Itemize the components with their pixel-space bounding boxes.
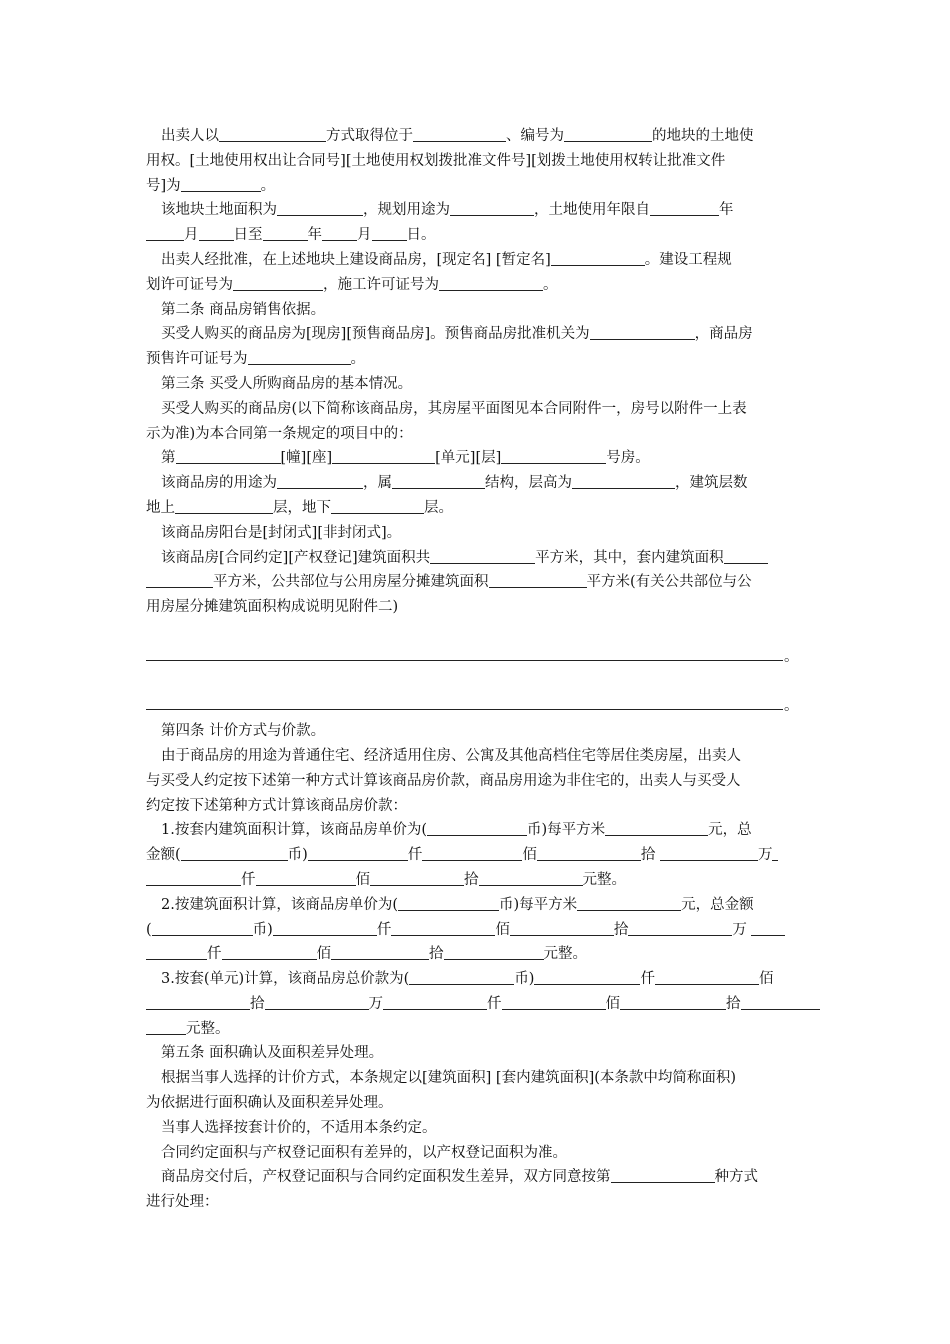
text-run: ，商品房 [694,326,753,343]
blank-field[interactable] [479,868,583,886]
text-run: 1.按套内建筑面积计算，该商品房单价为( [161,822,427,839]
text-run: 元整。 [582,871,626,888]
text-run: 进行处理： [146,1194,219,1211]
text-run: 第 [161,450,176,467]
blank-field[interactable] [628,918,732,936]
text-line [146,893,806,918]
text-run: 方式取得位于 [326,128,413,144]
text-run: 商品房交付后，产权登记面积与合同约定面积发生差异，双方同意按第 [161,1169,611,1186]
text-run: 元，总金额 [681,896,754,913]
text-run: 该地块土地面积为 [161,202,277,219]
text-run: 仟 [487,995,502,1012]
text-run: 层，地下 [273,499,331,516]
text-line [146,794,806,819]
blank-field[interactable] [660,843,758,861]
blank-field[interactable] [751,918,785,936]
blank-field[interactable] [383,992,487,1010]
blank-field[interactable] [605,818,708,836]
text-line [146,918,806,943]
blank-field[interactable] [534,967,640,985]
blank-field[interactable] [772,843,778,861]
text-line [146,347,806,372]
text-run: 币) [287,847,308,864]
text-line [146,546,806,571]
blank-field[interactable] [277,198,363,216]
blank-field[interactable] [564,124,652,142]
text-run: 平方米，公共部位与公用房屋分摊建筑面积 [213,574,489,591]
text-run: 与买受人约定按下述第一种方式计算该商品房价款，商品房用途为非住宅的，出卖人与买受人 [146,772,741,789]
text-line [146,198,806,223]
blank-field[interactable] [611,1165,715,1183]
text-run: 币) [252,921,273,938]
blank-field[interactable] [489,570,587,588]
text-run: 仟 [640,971,655,988]
text-run: 万 [757,847,773,864]
blank-field[interactable] [413,124,506,142]
text-run: 的地块的土地使 [652,128,754,144]
text-run: 佰 [495,921,510,938]
text-run: 第二条 商品房销售依据。 [161,301,326,318]
text-run: 。建设工程规 [644,251,732,268]
contract-body [146,124,806,1215]
text-line [146,670,806,695]
text-run: 币) [514,971,535,988]
blank-field[interactable] [146,223,184,241]
text-line [146,595,806,620]
blank-field[interactable] [146,942,207,960]
text-run: ，土地使用年限自 [534,202,650,219]
text-run: 佰 [605,995,620,1012]
blank-field[interactable] [577,893,681,911]
text-run: 出卖人经批准，在上述地块上建设商品房，[现定名] [暂定名] [161,251,551,268]
blank-field[interactable] [332,446,435,464]
text-run: ，建筑层数 [675,475,748,492]
blank-field[interactable] [501,446,606,464]
blank-field[interactable] [222,942,317,960]
text-run: 佰 [758,971,774,988]
text-run: 第四条 计价方式与价款。 [161,723,326,740]
text-run: 万 [368,995,383,1012]
text-run: 拾 [429,946,444,963]
text-line [146,397,806,422]
text-run: 仟 [376,921,392,938]
text-line [146,992,806,1017]
text-line [146,620,806,645]
text-run: 。 [350,351,365,368]
text-run: 根据当事人选择的计价方式，本条规定以[建筑面积] [套内建筑面积](本条款中均简称面积) [161,1070,737,1087]
text-line [146,248,806,273]
text-line [146,868,806,893]
text-line [146,471,806,496]
blank-field[interactable] [502,992,606,1010]
text-run: 拾 [613,921,629,938]
text-run: 结构，层高为 [485,475,572,492]
text-run: 。 [543,276,558,293]
text-run: 示为准)为本合同第一条规定的项目中的： [146,425,413,442]
text-run: 拾 [250,995,265,1012]
text-run: 币)每平方米 [499,896,578,913]
text-run: 3.按套(单元)计算，该商品房总价款为( [161,971,410,988]
text-run: 元整。 [186,1020,230,1037]
blank-field[interactable] [620,992,726,1010]
text-run: 佰 [316,946,331,963]
text-run: 买受人购买的商品房(以下简称该商品房，其房屋平面图见本合同附件一，房号以附件一上表 [161,400,747,417]
text-run: 地上 [146,499,175,516]
text-line [146,1190,806,1215]
text-run: 仟 [207,946,222,963]
text-run: ，施工许可证号为 [323,276,439,293]
line-end-mark: 。 [784,648,799,665]
text-run: 合同约定面积与产权登记面积有差异的，以产权登记面积为准。 [161,1144,567,1161]
text-line [146,446,806,471]
blank-field[interactable] [322,223,357,241]
fill-in-line[interactable] [146,660,783,661]
text-run: 号房。 [606,450,650,467]
text-line [146,298,806,323]
blank-field[interactable] [398,893,499,911]
blank-field[interactable] [450,198,534,216]
blank-field[interactable] [510,918,614,936]
blank-field[interactable] [392,471,485,489]
blank-field[interactable] [572,471,675,489]
text-run: 为依据进行面积确认及面积差异处理。 [146,1095,393,1112]
text-line [146,322,806,347]
text-run: 约定按下述第种方式计算该商品房价款： [146,797,407,814]
text-line [146,521,806,546]
blank-field[interactable] [370,868,464,886]
text-run: 、编号为 [506,128,564,144]
blank-field[interactable] [650,198,719,216]
text-line [146,1165,806,1190]
text-run: 预售许可证号为 [146,351,248,368]
text-line [146,645,806,670]
blank-field[interactable] [372,223,407,241]
blank-field[interactable] [152,918,253,936]
text-run: 当事人选择按套计价的，不适用本条约定。 [161,1119,437,1136]
blank-field[interactable] [444,942,544,960]
blank-field[interactable] [219,124,326,142]
text-line [146,124,806,149]
text-run: 层。 [424,499,453,516]
text-line [146,719,806,744]
text-line [146,223,806,248]
text-line [146,570,806,595]
text-run: 月 [184,227,199,244]
text-run: 平方米，其中，套内建筑面积 [535,549,724,566]
blank-field[interactable] [248,347,351,365]
blank-field[interactable] [263,223,308,241]
text-line [146,1017,806,1042]
blank-field[interactable] [422,843,522,861]
blank-field[interactable] [439,273,543,291]
text-line [146,694,806,719]
text-run: 金额( [146,847,181,864]
text-run: 出卖人以 [161,128,219,144]
text-run: 该商品房阳台是[封闭式][非封闭式]。 [161,524,402,541]
text-line [146,149,806,174]
blank-field[interactable] [430,546,535,564]
blank-field[interactable] [391,918,495,936]
blank-field[interactable] [146,868,241,886]
blank-field[interactable] [551,248,645,266]
text-run: 由于商品房的用途为普通住宅、经济适用住房、公寓及其他高档住宅等居住类房屋，出卖人 [161,747,741,764]
text-line [146,1116,806,1141]
text-run: 佰 [522,847,537,864]
text-run: 元，总 [708,822,752,839]
text-line [146,372,806,397]
text-run: ，规划用途为 [363,202,450,219]
text-line [146,1141,806,1166]
fill-in-line[interactable] [146,709,783,710]
text-line [146,967,806,992]
blank-field[interactable] [409,967,514,985]
text-run: 划许可证号为 [146,276,233,293]
text-run: 币)每平方米 [527,822,606,839]
blank-field[interactable] [265,992,369,1010]
text-line [146,843,806,868]
blank-field[interactable] [655,967,759,985]
text-run: 2.按建筑面积计算，该商品房单价为( [161,896,398,913]
blank-field[interactable] [233,273,323,291]
blank-field[interactable] [199,223,234,241]
blank-field[interactable] [146,992,250,1010]
text-run: 仟 [241,871,256,888]
blank-field[interactable] [256,868,356,886]
text-line [146,1091,806,1116]
text-run: 号]为 [146,177,181,194]
text-run: 用权。[土地使用权出让合同号][土地使用权划拨批准文件号][划拨土地使用权转让批准文件 [146,152,726,169]
text-run: 月 [357,227,372,244]
text-run: ，属 [363,475,392,492]
text-run: 第三条 买受人所购商品房的基本情况。 [161,375,413,392]
text-line [146,1041,806,1066]
text-line [146,744,806,769]
text-line [146,174,806,199]
blank-field[interactable] [146,570,213,588]
blank-field[interactable] [741,992,820,1010]
text-line [146,769,806,794]
blank-field[interactable] [537,843,641,861]
text-run: 该商品房的用途为 [161,475,277,492]
text-run: [单元][层] [435,450,502,467]
blank-field[interactable] [331,496,424,514]
blank-field[interactable] [146,1017,186,1035]
blank-field[interactable] [724,546,768,564]
text-run: 该商品房[合同约定][产权登记]建筑面积共 [161,549,431,566]
text-run: 日。 [406,227,436,244]
text-run: 买受人购买的商品房为[现房][预售商品房]。预售商品房批准机关为 [161,326,590,343]
blank-field[interactable] [175,496,273,514]
blank-field[interactable] [176,446,281,464]
blank-field[interactable] [308,843,408,861]
text-run: 用房屋分摊建筑面积构成说明见附件二) [146,599,399,616]
text-run: 拾 [726,995,741,1012]
text-line [146,942,806,967]
text-run: ( [146,921,152,938]
text-run: 种方式 [714,1169,758,1186]
blank-field[interactable] [181,843,288,861]
text-run: 万 [732,921,752,938]
text-run: 佰 [355,871,370,888]
text-run: 仟 [407,847,423,864]
text-line [146,273,806,298]
text-line [146,818,806,843]
blank-field[interactable] [331,942,429,960]
text-run: 日至 [233,227,263,244]
text-line [146,496,806,521]
text-line [146,422,806,447]
blank-field[interactable] [273,918,377,936]
text-run: 拾 [640,847,660,864]
text-run: 年 [307,227,322,244]
text-run: 元整。 [543,946,587,963]
text-run: 拾 [464,871,479,888]
blank-field[interactable] [427,818,527,836]
blank-field[interactable] [590,322,695,340]
text-run: [幢][座] [280,450,333,467]
text-run: 年 [719,202,734,219]
blank-field[interactable] [181,174,261,192]
text-run: 平方米(有关公共部位与公 [586,574,752,591]
text-line [146,1066,806,1091]
line-end-mark: 。 [784,698,799,715]
text-run: 。 [260,177,276,194]
blank-field[interactable] [277,471,363,489]
text-run: 第五条 面积确认及面积差异处理。 [161,1045,384,1062]
